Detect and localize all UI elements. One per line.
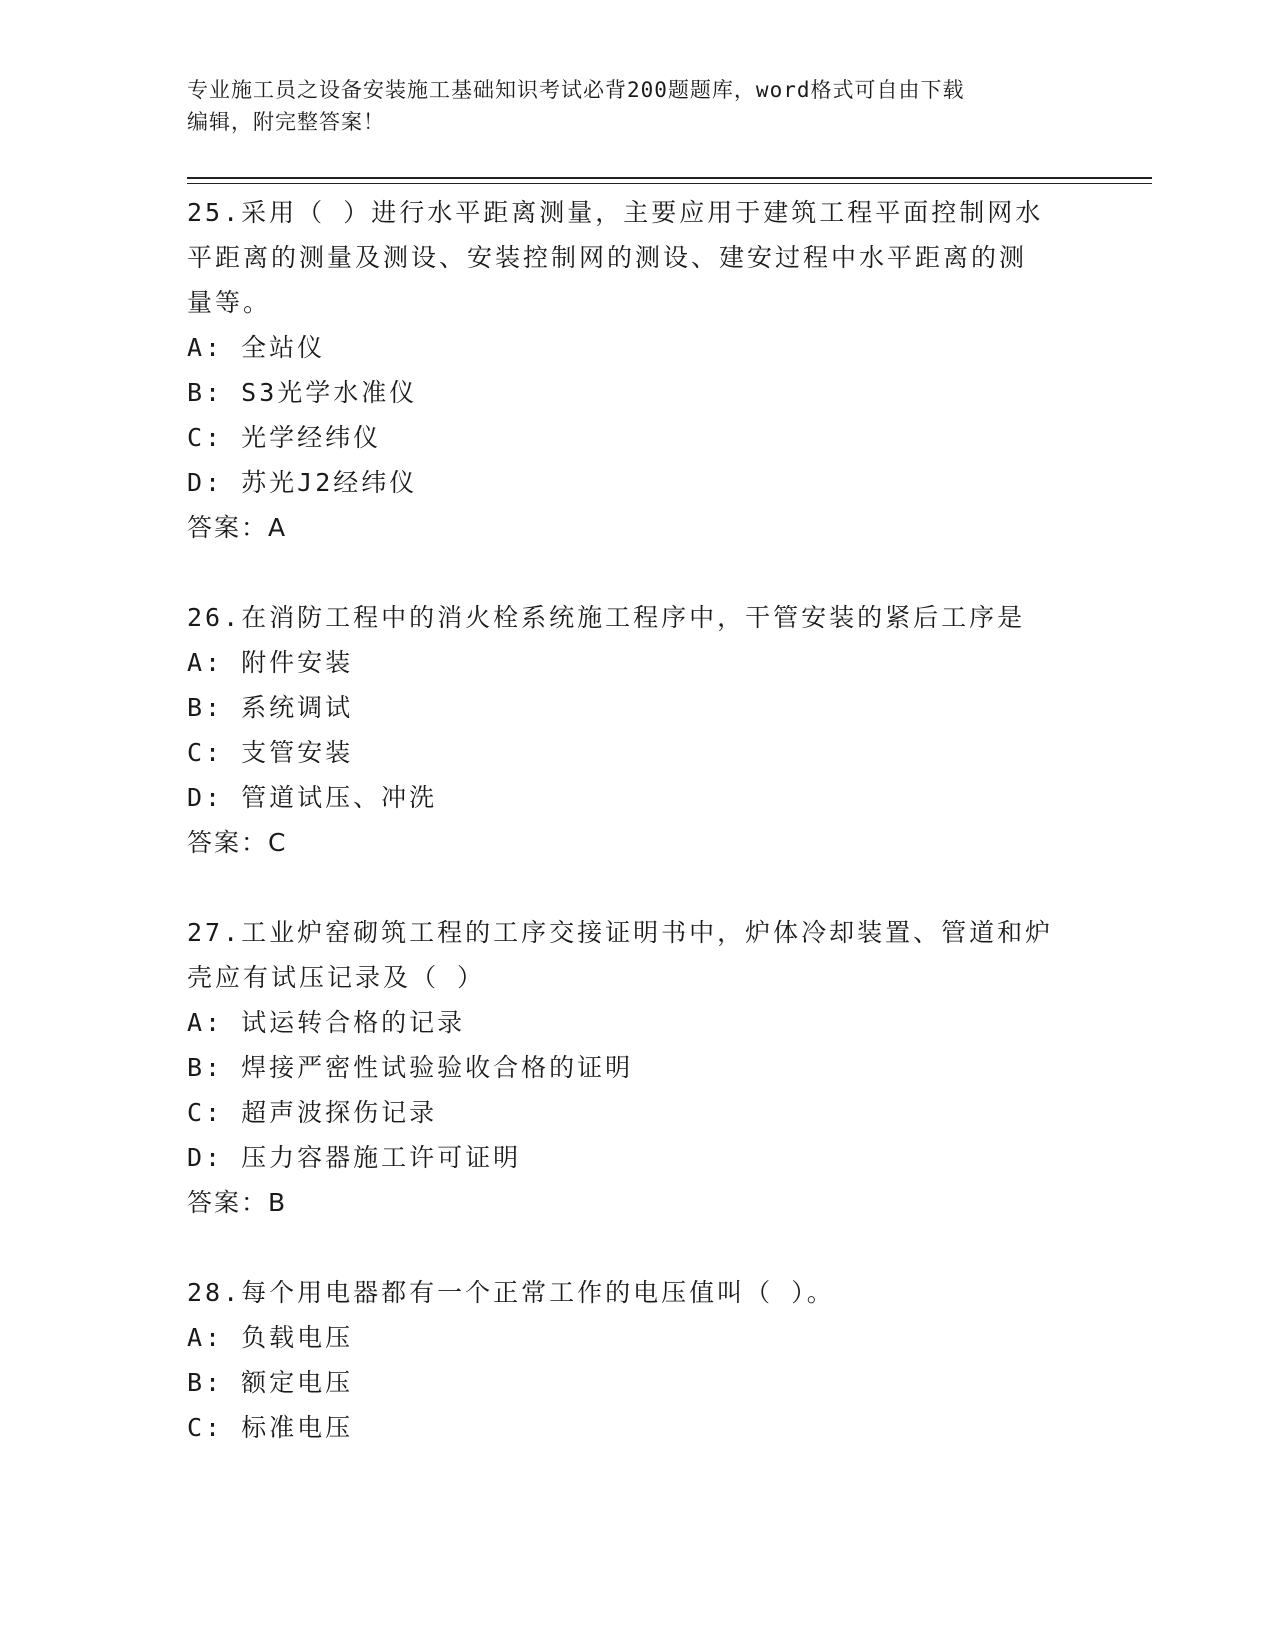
option-c: C: 超声波探伤记录	[187, 1098, 438, 1127]
option-b: B: 焊接严密性试验验收合格的证明	[187, 1053, 634, 1082]
question-stem: 27.工业炉窑砌筑工程的工序交接证明书中，炉体冷却装置、管道和炉	[187, 918, 1054, 947]
question-27	[187, 910, 1087, 1225]
question-stem: 25.采用（ ）进行水平距离测量，主要应用于建筑工程平面控制网水	[187, 198, 1044, 227]
option-b: B: S3光学水准仪	[187, 378, 418, 407]
header-line-2: 编辑，附完整答案！	[187, 110, 385, 134]
question-list	[187, 190, 1087, 1495]
option-a: A: 全站仪	[187, 333, 326, 362]
option-d: D: 管道试压、冲洗	[187, 783, 438, 812]
header-line-1: 专业施工员之设备安装施工基础知识考试必背200题题库，word格式可自由下载	[187, 78, 965, 102]
option-a: A: 附件安装	[187, 648, 354, 677]
question-28	[187, 1270, 1087, 1450]
question-stem: 28.每个用电器都有一个正常工作的电压值叫（ ）。	[187, 1278, 835, 1307]
option-d: D: 苏光J2经纬仪	[187, 468, 418, 497]
question-stem: 平距离的测量及测设、安装控制网的测设、建安过程中水平距离的测	[187, 243, 1028, 272]
header-divider-thick	[187, 177, 1152, 179]
answer: 答案：B	[187, 1188, 288, 1217]
header-divider-thin	[187, 183, 1152, 184]
document-header	[187, 74, 1087, 138]
option-c: C: 光学经纬仪	[187, 423, 382, 452]
question-25	[187, 190, 1087, 550]
option-b: B: 额定电压	[187, 1368, 354, 1397]
question-stem: 26.在消防工程中的消火栓系统施工程序中，干管安装的紧后工序是	[187, 603, 1026, 632]
option-a: A: 试运转合格的记录	[187, 1008, 466, 1037]
answer: 答案：A	[187, 513, 288, 542]
option-a: A: 负载电压	[187, 1323, 354, 1352]
question-stem: 量等。	[187, 288, 272, 317]
question-stem: 壳应有试压记录及（ ）	[187, 963, 486, 992]
option-c: C: 支管安装	[187, 738, 354, 767]
option-d: D: 压力容器施工许可证明	[187, 1143, 522, 1172]
answer: 答案：C	[187, 828, 288, 857]
question-26	[187, 595, 1087, 865]
option-c: C: 标准电压	[187, 1413, 354, 1442]
option-b: B: 系统调试	[187, 693, 354, 722]
